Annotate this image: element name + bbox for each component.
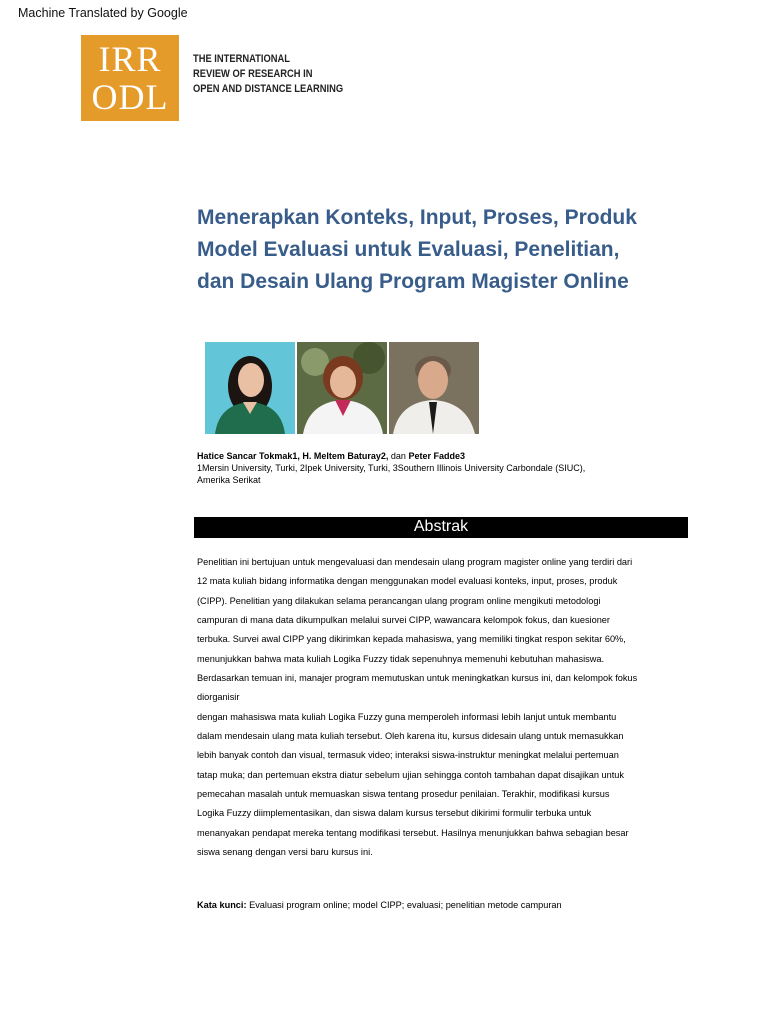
abstract-line: Berdasarkan temuan ini, manajer program memutuskan untuk meningkatkan kursus ini, dan kelompok fokus — [197, 672, 638, 683]
keywords — [197, 900, 562, 910]
abstract-line: dalam mendesain ulang mata kuliah tersebut. Oleh karena itu, kursus didesain ulang untuk memasukkan — [197, 730, 624, 741]
logo-line-1: IRR — [98, 39, 162, 79]
abstract-line: (CIPP). Penelitian yang dilakukan selama perancangan ulang program online mengikuti metodologi — [197, 595, 601, 606]
abstract-line: campuran di mana data dikumpulkan melalui survei CIPP, wawancara kelompok fokus, dan kuesioner — [197, 614, 610, 625]
author-photo-3 — [389, 342, 479, 434]
title-line: dan Desain Ulang Program Magister Online — [197, 270, 629, 293]
abstract-heading: Abstrak — [194, 517, 688, 538]
abstract-line: menunjukkan bahwa mata kuliah Logika Fuzzy tidak sepenuhnya memenuhi kebutuhan mahasiswa. — [197, 653, 605, 664]
paper-title — [197, 202, 717, 298]
machine-translation-banner: Machine Translated by Google — [18, 6, 188, 20]
author-photos — [205, 342, 479, 434]
abstract-line: siswa senang dengan versi baru kursus ini. — [197, 846, 373, 857]
author-names — [197, 450, 697, 462]
journal-line: OPEN AND DISTANCE LEARNING — [193, 83, 344, 95]
logo-line-2: ODL — [91, 77, 169, 117]
keywords-text: Evaluasi program online; model CIPP; evaluasi; penelitian metode campuran — [246, 900, 562, 910]
author-names-2: Peter Fadde3 — [408, 451, 465, 461]
abstract-body — [197, 553, 697, 862]
abstract-line: 12 mata kuliah bidang informatika dengan menggunakan model evaluasi konteks, input, proses, produk — [197, 576, 618, 587]
author-block — [197, 450, 697, 486]
author-photo-2 — [297, 342, 387, 434]
author-photo-1 — [205, 342, 295, 434]
abstract-line: Logika Fuzzy diimplementasikan, dan siswa dalam kursus tersebut dikirimi formulir terbuka untuk — [197, 808, 592, 819]
author-conjunction: dan — [388, 451, 409, 461]
author-affiliations: 1Mersin University, Turki, 2Ipek University, Turki, 3Southern Illinois University Carbondale (SIUC), — [197, 463, 586, 473]
abstract-line: Penelitian ini bertujuan untuk mengevaluasi dan mendesain ulang program magister online yang terdiri dari — [197, 557, 633, 567]
journal-line: REVIEW OF RESEARCH IN — [193, 68, 313, 80]
title-line: Model Evaluasi untuk Evaluasi, Penelitian, — [197, 238, 620, 261]
keywords-label: Kata kunci: — [197, 900, 247, 910]
author-names-1: Hatice Sancar Tokmak1, H. Meltem Baturay2, — [197, 451, 389, 461]
abstract-line: lebih banyak contoh dan visual, termasuk video; interaksi siswa-instruktur meningkat melalui pertemuan — [197, 750, 619, 761]
journal-line: THE INTERNATIONAL — [193, 53, 290, 65]
author-affiliations-cont: Amerika Serikat — [197, 475, 261, 485]
journal-name — [193, 52, 343, 97]
irrodl-logo — [81, 35, 179, 121]
title-line: Menerapkan Konteks, Input, Proses, Produk — [197, 206, 637, 229]
abstract-line: diorganisir — [197, 692, 240, 703]
abstract-line: terbuka. Survei awal CIPP yang dikirimkan kepada mahasiswa, yang memiliki tingkat respon sekitar 60%, — [197, 634, 626, 645]
abstract-line: tatap muka; dan pertemuan ekstra diatur sebelum ujian sehingga contoh tambahan dapat disajikan untuk — [197, 769, 624, 780]
abstract-line: menanyakan pendapat mereka tentang modifikasi tersebut. Hasilnya menunjukkan bahwa sebagian besar — [197, 827, 629, 838]
abstract-line: dengan mahasiswa mata kuliah Logika Fuzzy guna memperoleh informasi lebih lanjut untuk membantu — [197, 711, 617, 722]
abstract-line: pemecahan masalah untuk memuaskan siswa tentang prosedur penilaian. Terakhir, modifikasi kursus — [197, 788, 610, 799]
